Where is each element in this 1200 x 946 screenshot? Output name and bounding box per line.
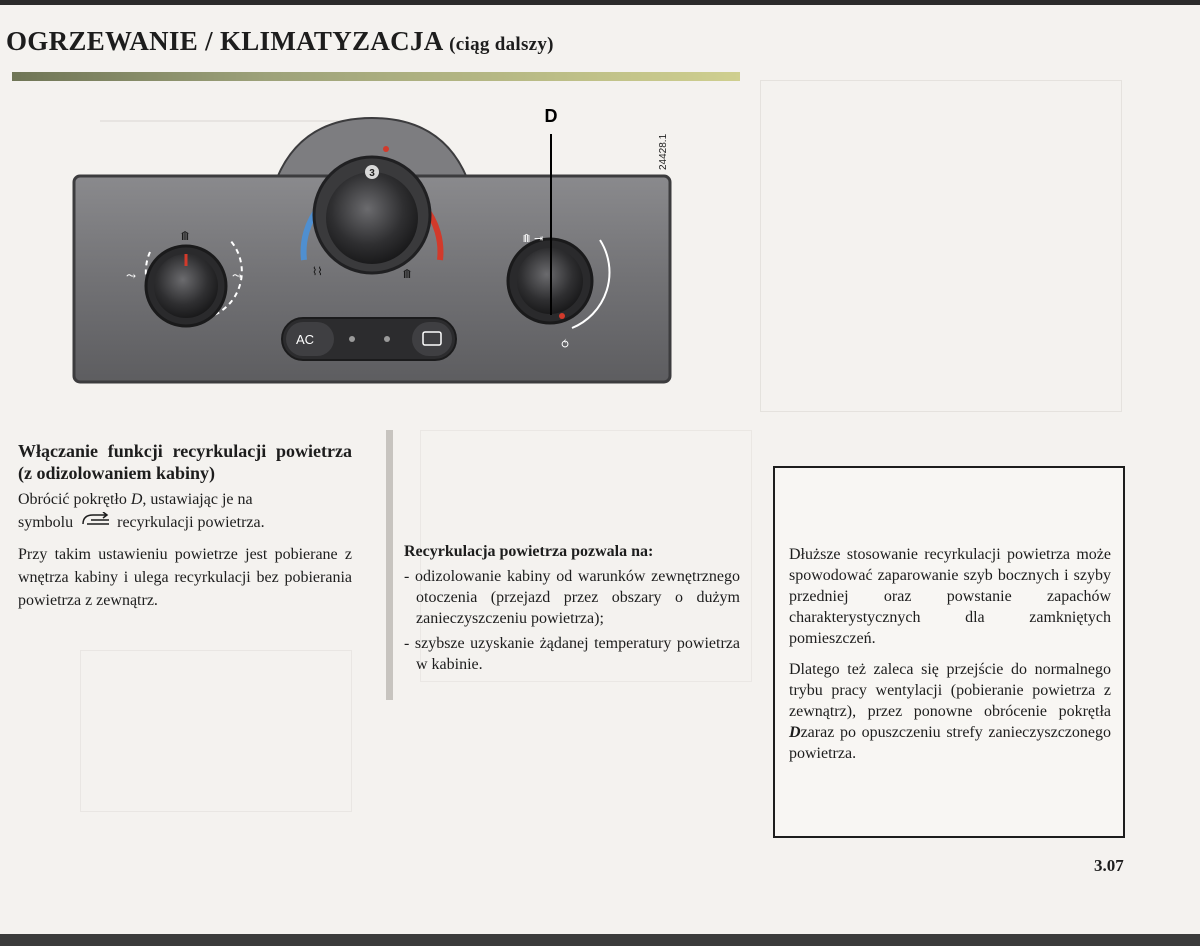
recirculation-heading: Włączanie funkcji recyrkulacji powietrza (z odizolowaniem kabiny) [18,441,352,483]
windscreen-defrost-icon: ⟰ [180,229,191,243]
vent-icon: ⌇⌇ [312,266,323,278]
instruction-text-4: recyrkulacji powietrza. [117,514,265,531]
face-vent-icon: ⤳ [126,269,137,283]
page-title-text: OGRZEWANIE / KLIMATYZACJA [6,26,443,56]
bottom-edge [0,934,1200,946]
warning-text-1: Dlatego też zaleca się przejście do normalnego trybu pracy wentylacji (pobieranie powietrza z zewnątrz), przez ponowne obrócenie pokrętła [789,661,1111,720]
header-rule [12,72,740,81]
warning-text-2: zaraz po opuszczeniu strefy zanieczyszczonego powietrza. [789,724,1111,762]
defrost-icon: ⟰ [402,267,413,281]
temp-indicator-dot [383,146,389,152]
instruction-text-3: symbolu [18,514,74,531]
callout-label-d: D [544,106,558,126]
page-title-suffix: (ciąg dalszy) [449,34,554,55]
fan-dial-knob [326,172,418,264]
control-panel-illustration [72,100,672,385]
warning-paragraph-1: Dłuższe stosowanie recyrkulacji powietrza może spowodować zaparowanie szyb bocznych i szyby przedniej oraz powstanie zapachów charakterystycznych dla zamkniętych pomieszczeń. [789,546,1111,647]
recirc-knob-marker [559,313,565,319]
page-number: 3.07 [1094,856,1124,875]
knob-reference-d-note: D [789,724,801,741]
knob-reference-d: D [130,491,143,508]
warning-paragraph-2 [789,659,1111,764]
instruction-text-2: , ustawiając je na [142,491,253,508]
recirculation-symbol-icon [77,512,113,535]
ac-indicator [349,336,355,342]
page-title [6,26,554,57]
figure-reference-number: 24428.1 [658,133,669,170]
warning-note-content [789,544,1111,774]
fan-level-text: 3 [369,168,375,179]
recirculation-explanation: Przy takim ustawieniu powietrze jest pobierane z wnętrza kabiny i ulega recyrkulacji bez pobierania powietrza z zewnątrz. [18,545,352,609]
control-panel-figure [72,100,672,385]
column-divider [386,430,393,700]
instruction-text-1: Obrócić pokrętło [18,491,127,508]
instruction-paragraph [18,488,352,535]
list-item: - szybsze uzyskanie żądanej temperatury powietrza w kabinie. [404,633,740,675]
foot-vent-icon: ⤳ [232,269,243,283]
rear-defrost-small-icon: ⟰ ⇥ [522,233,544,245]
rear-defrost-button[interactable] [412,322,452,356]
rear-defrost-indicator [384,336,390,342]
benefits-heading: Recyrkulacja powietrza pozwala na: [404,543,654,560]
benefits-list [404,566,740,675]
warning-note-box [773,466,1125,838]
recirculation-icon: ⥀ [560,337,571,351]
ac-button-label: AC [295,332,315,347]
left-column [18,440,352,620]
middle-column [404,541,740,679]
list-item: - odizolowanie kabiny od warunków zewnętrznego otoczenia (przejazd przez obszary o dużym zanieczyszczeniu powietrza); [404,566,740,629]
